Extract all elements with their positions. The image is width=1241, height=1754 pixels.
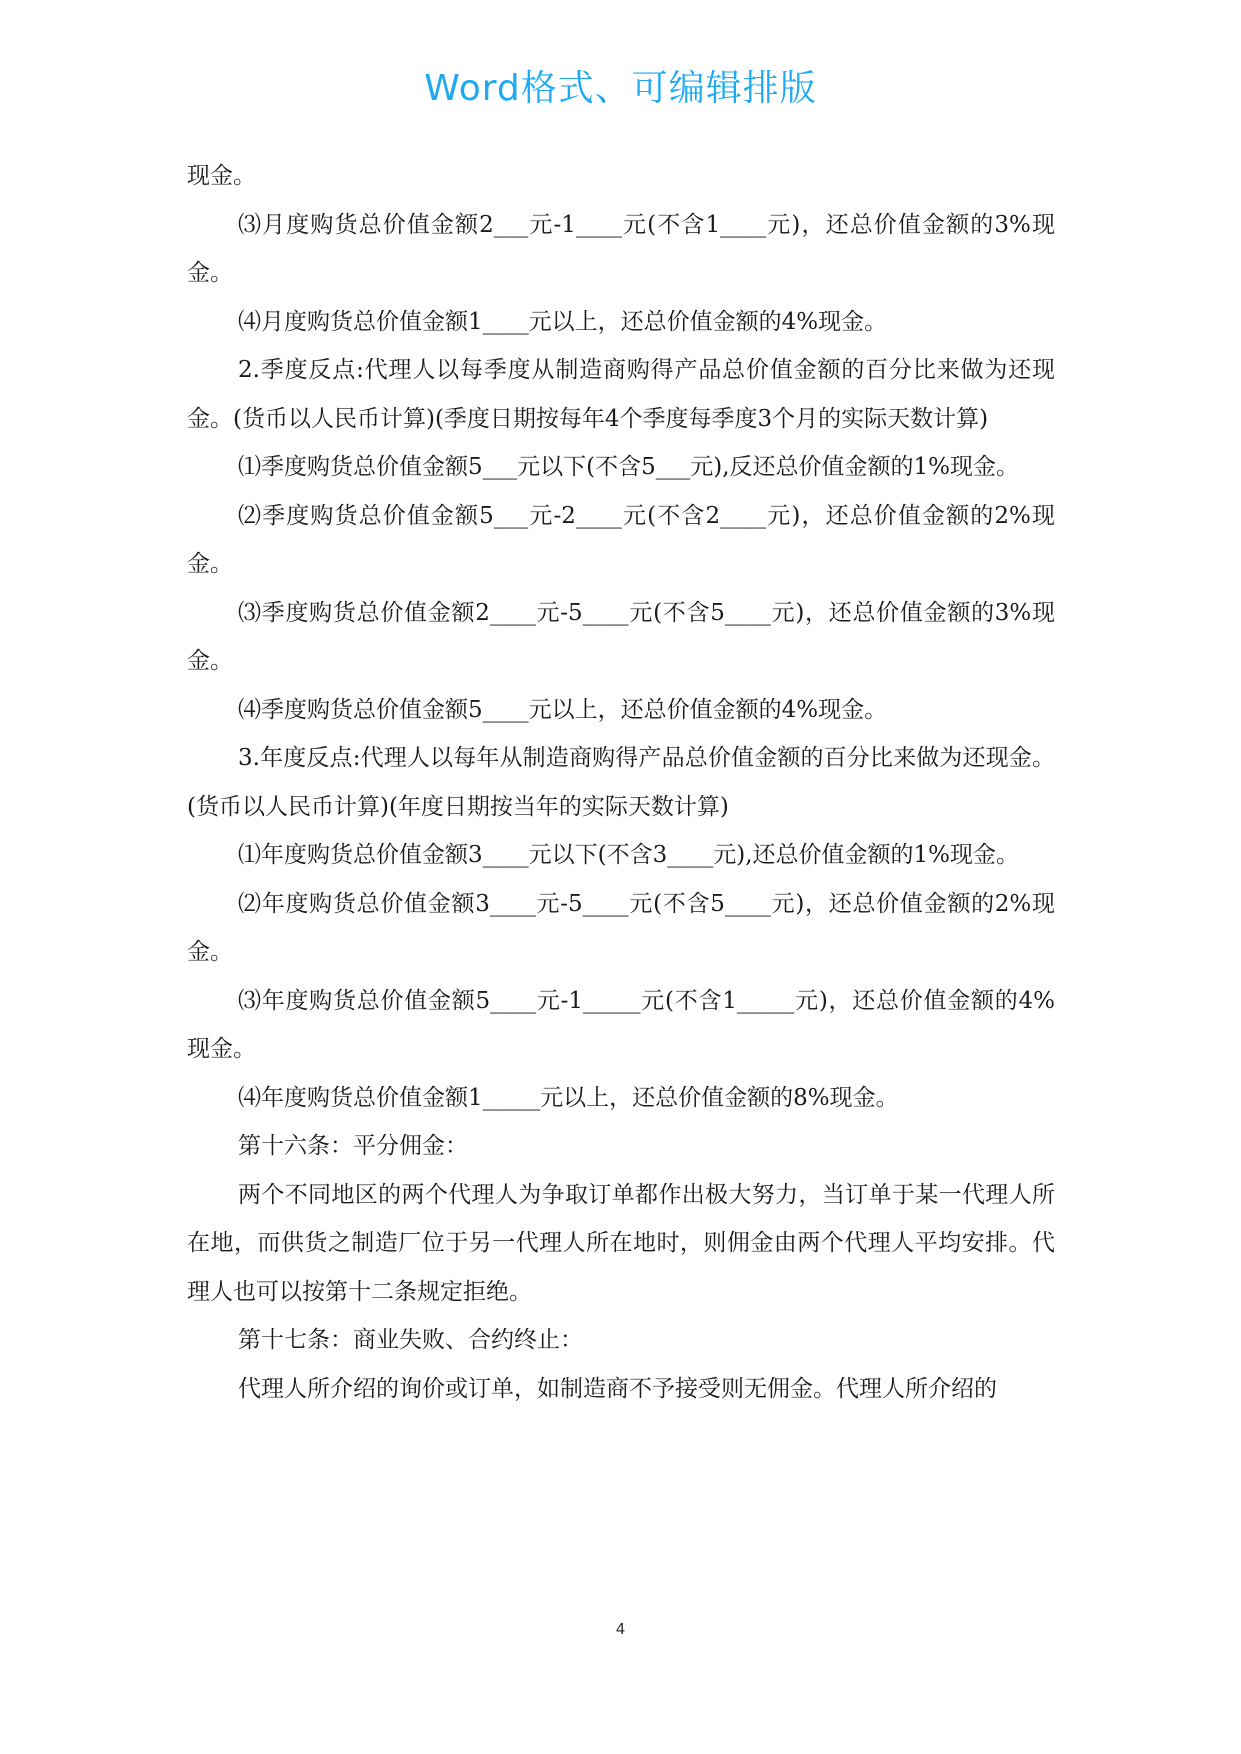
document-body — [187, 152, 1055, 1413]
paragraph: 2.季度反点:代理人以每季度从制造商购得产品总价值金额的百分比来做为还现金。(货币以人民币计算)(季度日期按每年4个季度每季度3个月的实际天数计算) — [187, 357, 1055, 432]
page-header-title: Word格式、可编辑排版 — [424, 68, 817, 109]
paragraph: 现金。 — [187, 163, 256, 189]
section-heading: 第十七条：商业失败、合约终止： — [238, 1327, 583, 1353]
paragraph: 代理人所介绍的询价或订单，如制造商不予接受则无佣金。代理人所介绍的 — [238, 1375, 997, 1402]
paragraph: ⑶季度购货总价值金额2____元-5____元(不含5____元)，还总价值金额的3%现金。 — [187, 599, 1055, 674]
section-heading: 第十六条：平分佣金： — [238, 1133, 468, 1159]
paragraph: ⑷季度购货总价值金额5____元以上，还总价值金额的4%现金。 — [238, 696, 888, 723]
page-number: 4 — [615, 1620, 626, 1638]
paragraph: ⑶年度购货总价值金额5____元-1_____元(不含1_____元)，还总价值金额的4%现金。 — [187, 987, 1055, 1062]
paragraph: 3.年度反点:代理人以每年从制造商购得产品总价值金额的百分比来做为还现金。(货币以人民币计算)(年度日期按当年的实际天数计算) — [187, 745, 1055, 820]
paragraph: ⑷月度购货总价值金额1____元以上，还总价值金额的4%现金。 — [238, 308, 888, 335]
paragraph: ⑴年度购货总价值金额3____元以下(不含3____元),还总价值金额的1%现金。 — [238, 842, 1020, 868]
paragraph: ⑴季度购货总价值金额5___元以下(不含5___元),反还总价值金额的1%现金。 — [238, 454, 1020, 480]
paragraph: ⑶月度购货总价值金额2___元-1____元(不含1____元)，还总价值金额的3%现金。 — [187, 211, 1055, 286]
paragraph: ⑵季度购货总价值金额5___元-2____元(不含2____元)，还总价值金额的2%现金。 — [187, 502, 1055, 577]
paragraph: ⑵年度购货总价值金额3____元-5____元(不含5____元)，还总价值金额的2%现金。 — [187, 890, 1055, 965]
paragraph: 两个不同地区的两个代理人为争取订单都作出极大努力，当订单于某一代理人所在地，而供货之制造厂位于另一代理人所在地时，则佣金由两个代理人平均安排。代理人也可以按第十二条规定拒绝。 — [187, 1181, 1055, 1305]
paragraph: ⑷年度购货总价值金额1_____元以上，还总价值金额的8%现金。 — [238, 1084, 899, 1111]
